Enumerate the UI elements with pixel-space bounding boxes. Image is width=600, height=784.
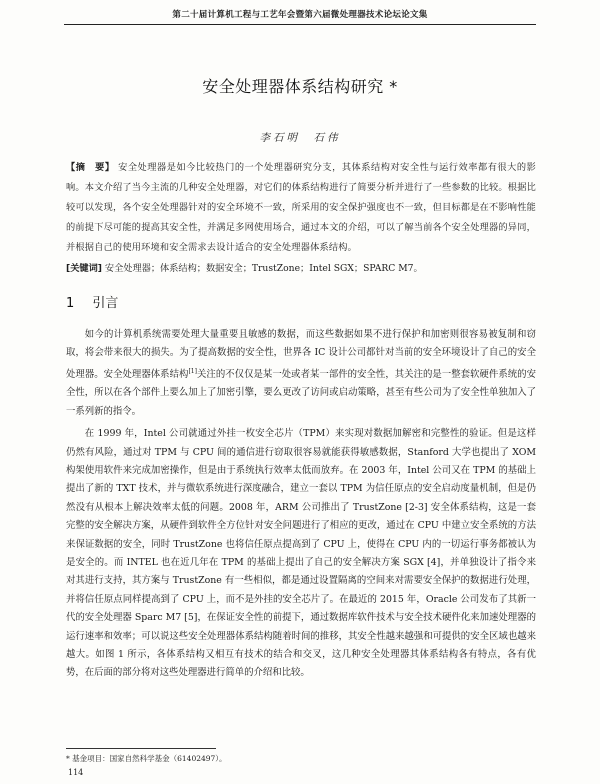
paragraph-1-part-b: 关注的不仅仅是某一处或者某一部件的安全性，其关注的是一整套软硬件系统的安全性，所以在各个部件上要么加上了加密引擎，要么更改了访问或启动策略，甚至有些公司为了安全性单独加入了一系列新的指令。 xyxy=(66,368,536,417)
section-heading xyxy=(66,292,118,311)
body-text xyxy=(66,326,536,683)
keywords-label: [关键词] xyxy=(66,263,102,274)
running-header: 第二十届计算机工程与工艺年会暨第六届微处理器技术论坛论文集 xyxy=(172,10,428,20)
authors: 李石明 石伟 xyxy=(259,132,341,144)
paper-title: 安全处理器体系结构研究 * xyxy=(202,77,398,96)
citation-ref: [1] xyxy=(188,367,197,375)
footnote: * 基金项目：国家自然科学基金（61402497）。 xyxy=(66,754,227,763)
abstract-label: 【摘 要】 xyxy=(66,162,115,173)
section-number: 1 xyxy=(66,296,75,311)
keywords xyxy=(66,262,536,276)
header-rule xyxy=(64,24,536,25)
paragraph-1-part-a: 如今的计算机系统需要处理大量重要且敏感的数据，而这些数据如果不进行保护和加密则很容易被复制和窃取，将会带来很大的损失。为了提高数据的安全性，世界各 IC 设计公司都针对当前的安全环境设计了自己的安全处理器。安全处理器体系结构 xyxy=(66,329,536,380)
section-title: 引言 xyxy=(92,296,119,311)
paragraph-2: 在 1999 年，Intel 公司就通过外挂一枚安全芯片（TPM）来实现对数据加解密和完整性的验证。但是这样仍然有风险，通过对 TPM 与 CPU 间的通信进行窃取很容易就能获得敏感数据，Stanford 大学也提出了 XOM 构架使用软件来完成加密操作，但是由于系统执行效率太低而放弃。在 2003 年，Intel 公司又在 TPM 的基础上提出了新的 TXT 技术，并与微软系统进行深度融合，建立一套以 TPM 为信任原点的安全启动度量机制，但是仍然没有从根本上解决效率太低的问题。2008 年，ARM 公司推出了 TrustZone [2-3] 安全体系结构，这是一套完整的安全解决方案，从硬件到软件全方位针对安全问题进行了相应的更改，通过在 CPU 中建立安全系统的方法来保证数据的安全，同时 TrustZone 也将信任原点提高到了 CPU 上，使得在 CPU 内的一切运行事务都被认为是安全的。而 INTEL 也在近几年在 TPM 的基础上提出了自己的安全解决方案 SGX [4]，并单独设计了指令来对其进行支持，其方案与 TrustZone 有一些相似，都是通过设置隔离的空间来对需要安全保护的数据进行处理，并将信任原点同样提高到了 CPU 上，而不是外挂的安全芯片了。在最近的 2015 年，Oracle 公司发布了其新一代的安全处理器 Sparc M7 [5]，在保证安全性的前提下，通过数据库软件技术与安全技术硬件化来加速处理器的运行速率和效率；可以说这些安全处理器体系结构随着时间的推移，其安全性越来越强和可提供的安全区域也越来越大。如图 1 所示，各体系结构又相互有技术的结合和交叉，这几种安全处理器其体系结构各有特点，各有优势，在后面的部分将对这些处理器进行简单的介绍和比较。 xyxy=(66,428,536,679)
abstract-text: 安全处理器是如今比较热门的一个处理器研究分支，其体系结构对安全性与运行效率都有很大的影响。本文介绍了当今主流的几种安全处理器，对它们的体系结构进行了简要分析并进行了一些参数的比较。根据比较可以发现，各个安全处理器针对的安全环境不一致，所采用的安全保护强度也不一致，但目标都是在不影响性能的前提下尽可能的提高其安全性，并满足多网使用场合，通过本文的介绍，可以了解当前各个安全处理器的异同，并根据自己的使用环境和安全需求去设计适合的安全处理器体系结构。 xyxy=(66,162,537,253)
page-number: 114 xyxy=(68,768,84,777)
footnote-rule xyxy=(66,748,216,749)
abstract xyxy=(66,158,536,258)
paragraph-1 xyxy=(66,326,536,421)
keywords-text: 安全处理器；体系结构；数据安全；TrustZone；Intel SGX；SPARC M7。 xyxy=(104,263,423,274)
